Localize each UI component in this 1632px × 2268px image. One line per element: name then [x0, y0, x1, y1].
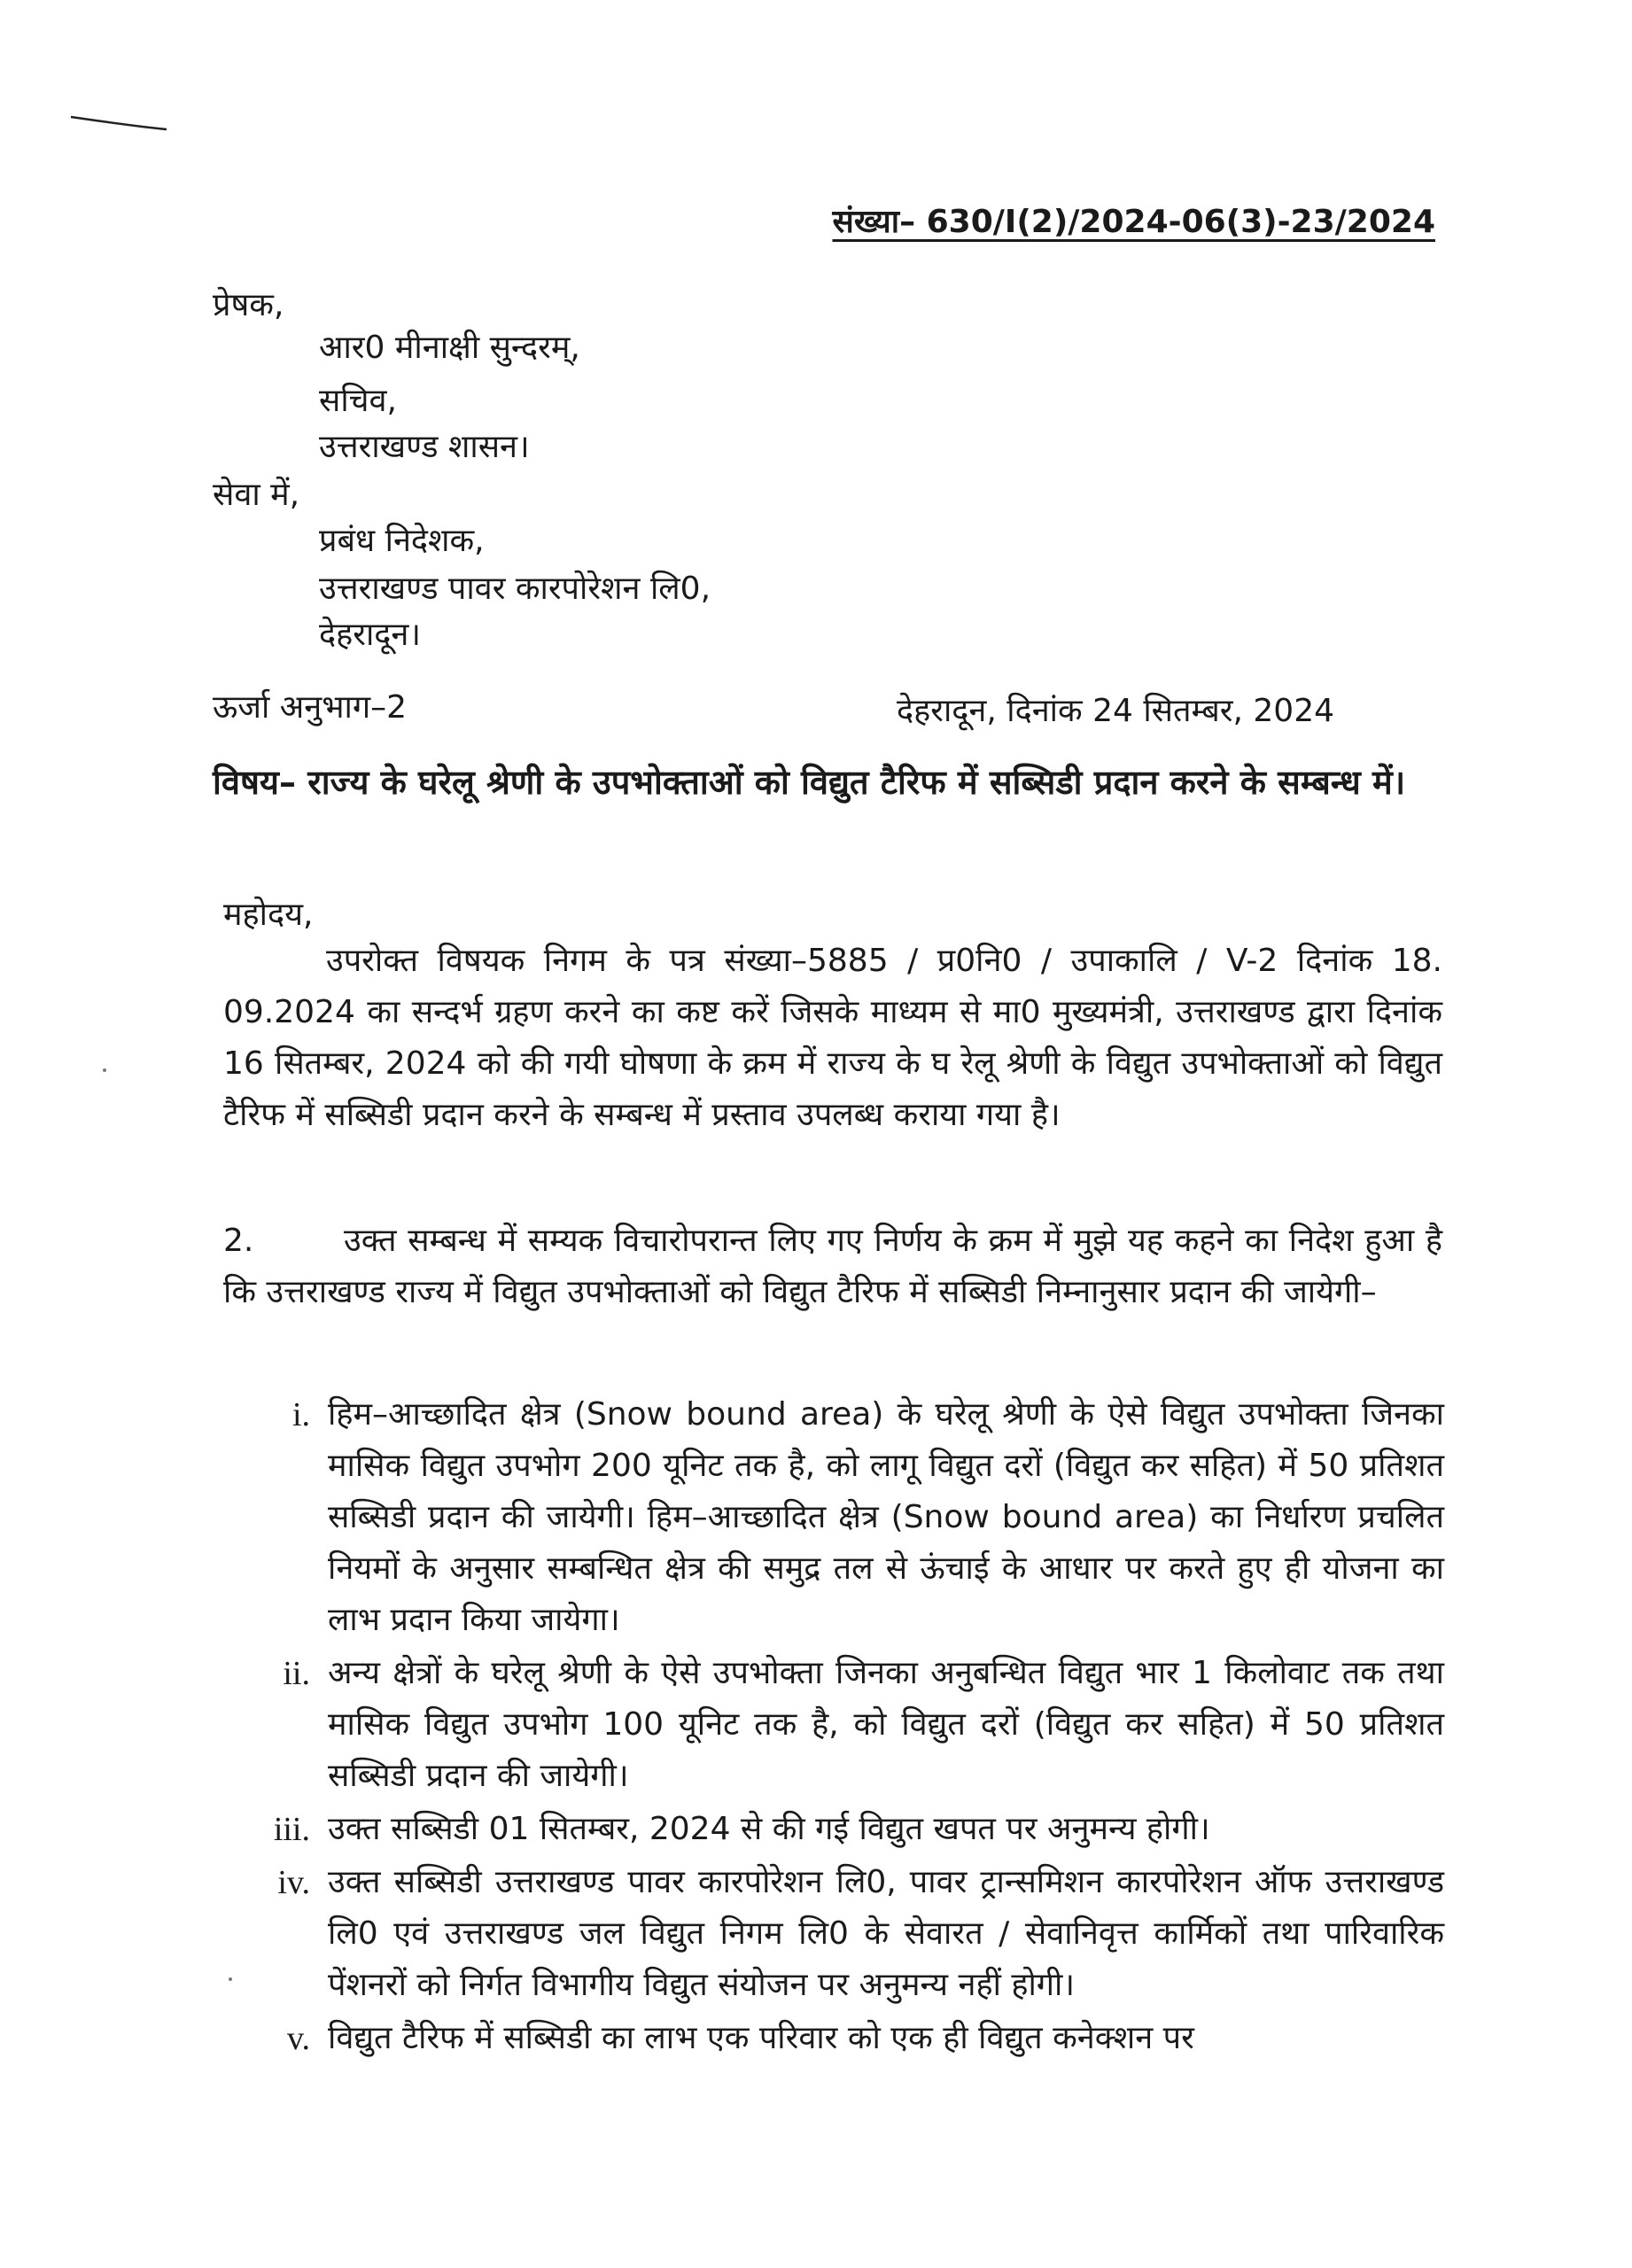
subsidy-conditions-list — [239, 1389, 1444, 2066]
section-name: ऊर्जा अनुभाग–2 — [213, 689, 408, 726]
paragraph-2-number: 2. — [223, 1223, 254, 1259]
recipient-heading: सेवा में, — [213, 477, 300, 513]
list-item-text: अन्य क्षेत्रों के घरेलू श्रेणी के ऐसे उपभोक्ता जिनका अनुबन्धित विद्युत भार 1 किलोवाट तक तथा मासिक विद्युत उपभोग 100 यूनिट तक है, को विद्युत दरों (विद्युत कर सहित) में 50 प्रतिशत सब्सिडी प्रदान की जायेगी। — [328, 1655, 1444, 1794]
salutation: महोदय, — [223, 897, 314, 933]
recipient-city: देहरादून। — [319, 617, 422, 653]
paragraph-2 — [223, 1216, 1442, 1318]
list-item-number: ii. — [283, 1655, 310, 1692]
sender-designation: सचिव, — [319, 383, 397, 419]
recipient-organization: उत्तराखण्ड पावर कारपोरेशन लि0, — [319, 571, 711, 607]
sender-heading: प्रेषक, — [213, 287, 284, 323]
list-item — [239, 1857, 1444, 2011]
pen-stroke-mark — [69, 113, 168, 135]
reference-number: संख्या– 630/I(2)/2024-06(3)-23/2024 — [832, 204, 1435, 240]
subject-line: विषय– राज्य के घरेलू श्रेणी के उपभोक्ताओं को विद्युत टैरिफ में सब्सिडी प्रदान करने के सम्बन्ध में। — [213, 763, 1406, 802]
recipient-designation: प्रबंध निदेशक, — [319, 523, 485, 559]
list-item — [239, 1804, 1444, 1855]
list-item-number: v. — [286, 2020, 310, 2057]
list-item-number: iv. — [277, 1864, 310, 1901]
list-item — [239, 1389, 1444, 1646]
sender-name: आर0 मीनाक्षी सुन्दरम्, — [319, 330, 580, 366]
list-item — [239, 2013, 1444, 2064]
scan-speck — [103, 1068, 106, 1072]
sender-office: उत्तराखण्ड शासन। — [319, 429, 530, 465]
list-item-number: iii. — [273, 1811, 310, 1848]
place-date: देहरादून, दिनांक 24 सितम्बर, 2024 — [897, 693, 1335, 729]
paragraph-1-text: उपरोक्त विषयक निगम के पत्र संख्या–5885 / प्र0नि0 / उपाकालि / V-2 दिनांक 18. 09.2024 का सन्दर्भ ग्रहण करने का कष्ट करें जिसके माध्यम से मा0 मुख्यमंत्री, उत्तराखण्ड द्वारा दिनांक 16 सितम्बर, 2024 को की गयी घोषणा के क्रम में राज्य के घ रेलू श्रेणी के विद्युत उपभोक्ताओं को विद्युत टैरिफ में सब्सिडी प्रदान करने के सम्बन्ध में प्रस्ताव उपलब्ध कराया गया है। — [223, 943, 1442, 1133]
paragraph-2-text: उक्त सम्बन्ध में सम्यक विचारोपरान्त लिए गए निर्णय के क्रम में मुझे यह कहने का निदेश हुआ है कि उत्तराखण्ड राज्य में विद्युत उपभोक्ताओं को विद्युत टैरिफ में सब्सिडी निम्नानुसार प्रदान की जायेगी– — [223, 1223, 1442, 1310]
list-item — [239, 1648, 1444, 1802]
list-item-text: उक्त सब्सिडी 01 सितम्बर, 2024 से की गई विद्युत खपत पर अनुमन्य होगी। — [328, 1811, 1210, 1847]
list-item-text: विद्युत टैरिफ में सब्सिडी का लाभ एक परिवार को एक ही विद्युत कनेक्शन पर — [328, 2020, 1194, 2056]
paragraph-1 — [223, 936, 1442, 1141]
list-item-text: हिम–आच्छादित क्षेत्र (Snow bound area) के घरेलू श्रेणी के ऐसे विद्युत उपभोक्ता जिनका मासिक विद्युत उपभोग 200 यूनिट तक है, को लागू विद्युत दरों (विद्युत कर सहित) में 50 प्रतिशत सब्सिडी प्रदान की जायेगी। हिम–आच्छादित क्षेत्र (Snow bound area) का निर्धारण प्रचलित नियमों के अनुसार सम्बन्धित क्षेत्र की समुद्र तल से ऊंचाई के आधार पर करते हुए ही योजना का लाभ प्रदान किया जायेगा। — [328, 1396, 1444, 1638]
list-item-number: i. — [291, 1396, 310, 1433]
scan-speck — [229, 1977, 232, 1981]
list-item-text: उक्त सब्सिडी उत्तराखण्ड पावर कारपोरेशन लि0, पावर ट्रान्समिशन कारपोरेशन ऑफ उत्तराखण्ड लि0 एवं उत्तराखण्ड जल विद्युत निगम लि0 के सेवारत / सेवानिवृत्त कार्मिकों तथा पारिवारिक पेंशनरों को निर्गत विभागीय विद्युत संयोजन पर अनुमन्य नहीं होगी। — [328, 1864, 1444, 2003]
